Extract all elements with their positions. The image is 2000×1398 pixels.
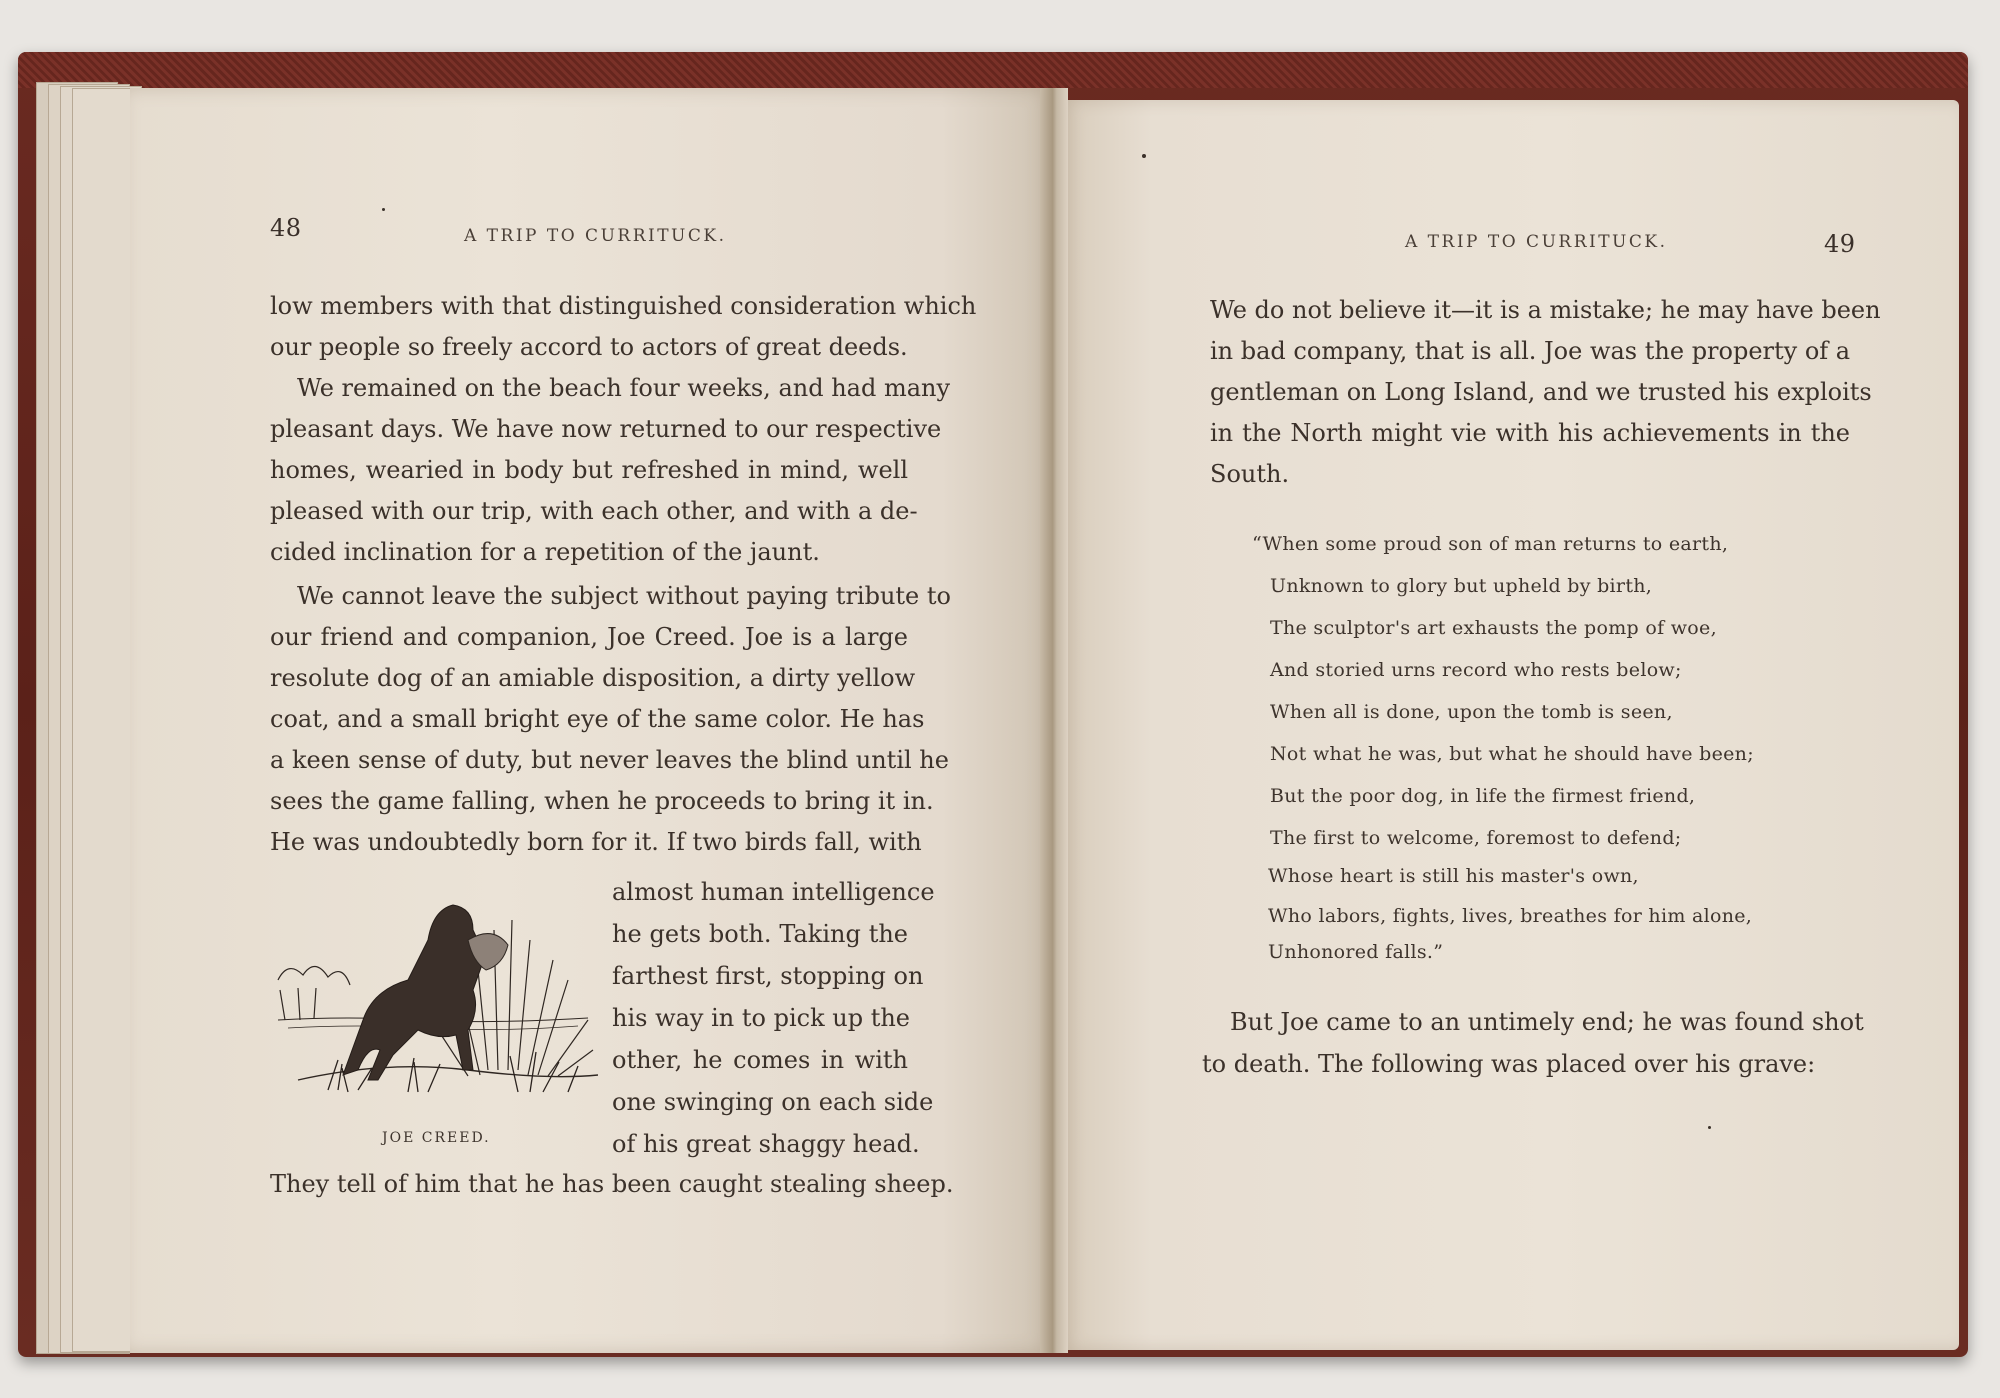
text-line: But Joe came to an untimely end; he was found shot: [1230, 1008, 1864, 1036]
text-line: sees the game falling, when he proceeds to bring it in.: [270, 787, 934, 815]
text-line: pleased with our trip, with each other, and with a de-: [270, 497, 918, 525]
text-line: He was undoubtedly born for it. If two birds fall, with: [270, 828, 922, 856]
poem-line: The first to welcome, foremost to defend;: [1270, 827, 1682, 849]
poem-line: When all is done, upon the tomb is seen,: [1270, 701, 1673, 723]
text-line: our people so freely accord to actors of great deeds.: [270, 333, 908, 361]
page-number-right: 49: [1824, 230, 1856, 258]
text-line: gentleman on Long Island, and we trusted his exploits: [1210, 378, 1872, 406]
text-line: of his great shaggy head.: [612, 1130, 920, 1158]
poem-line: Who labors, fights, lives, breathes for him alone,: [1268, 905, 1753, 927]
text-line: one swinging on each side: [612, 1088, 934, 1116]
text-line: our friend and companion, Joe Creed. Joe is a large: [270, 623, 908, 651]
text-line: South.: [1210, 460, 1290, 488]
poem-line: And storied urns record who rests below;: [1270, 659, 1682, 681]
paper-speck: [382, 208, 385, 211]
text-line: a keen sense of duty, but never leaves the blind until he: [270, 746, 949, 774]
text-line: We do not believe it—it is a mistake; he may have been: [1210, 296, 1881, 324]
text-line: resolute dog of an amiable disposition, a dirty yellow: [270, 664, 916, 692]
poem-line: Not what he was, but what he should have been;: [1270, 743, 1754, 765]
poem-line: Unhonored falls.”: [1268, 941, 1444, 963]
paper-speck: [1142, 154, 1146, 158]
text-line: low members with that distinguished consideration which: [270, 292, 977, 320]
page-number-left: 48: [270, 214, 302, 242]
text-line: farthest first, stopping on: [612, 962, 924, 990]
text-line: other, he comes in with: [612, 1046, 908, 1074]
text-line: homes, wearied in body but refreshed in mind, well: [270, 456, 908, 484]
text-line: cided inclination for a repetition of the jaunt.: [270, 538, 820, 566]
running-head-right: A TRIP TO CURRITUCK.: [1405, 232, 1668, 252]
text-line: We remained on the beach four weeks, and had many: [297, 374, 951, 402]
poem-line: The sculptor's art exhausts the pomp of woe,: [1270, 617, 1717, 639]
text-line: to death. The following was placed over his grave:: [1202, 1050, 1816, 1078]
poem-line: But the poor dog, in life the firmest friend,: [1270, 785, 1696, 807]
text-line: almost human intelligence: [612, 878, 935, 906]
poem-line: Whose heart is still his master's own,: [1268, 865, 1639, 887]
text-line: coat, and a small bright eye of the same color. He has: [270, 705, 925, 733]
text-line: his way in to pick up the: [612, 1004, 911, 1032]
text-line: We cannot leave the subject without paying tribute to: [297, 582, 951, 610]
text-line: They tell of him that he has been caught stealing sheep.: [270, 1170, 954, 1198]
text-line: pleasant days. We have now returned to our respective: [270, 415, 942, 443]
paper-speck: [1708, 1126, 1711, 1129]
running-head-left: A TRIP TO CURRITUCK.: [464, 226, 727, 246]
text-line: in bad company, that is all. Joe was the property of a: [1210, 337, 1851, 365]
right-page: [1062, 100, 1959, 1350]
dog-engraving-icon: [268, 870, 598, 1110]
poem-line: “When some proud son of man returns to earth,: [1252, 533, 1729, 555]
figure-caption: JOE CREED.: [382, 1130, 491, 1146]
text-line: he gets both. Taking the: [612, 920, 908, 948]
text-line: in the North might vie with his achievements in the: [1210, 419, 1850, 447]
poem-line: Unknown to glory but upheld by birth,: [1270, 575, 1653, 597]
book-gutter: [1040, 88, 1068, 1353]
cover-top-edge: [18, 52, 1968, 88]
